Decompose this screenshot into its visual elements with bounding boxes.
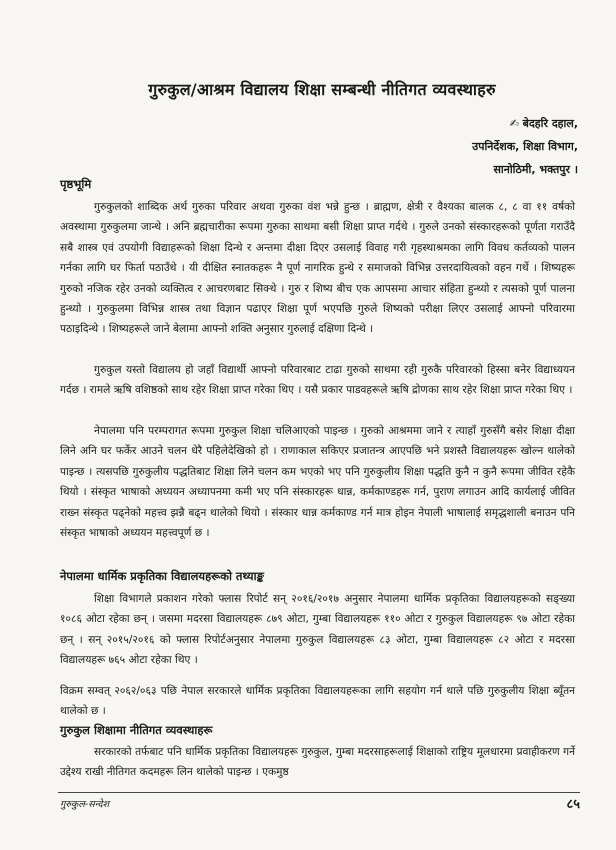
footer-divider — [58, 792, 580, 793]
author-position: उपनिर्देशक, शिक्षा विभाग, — [472, 140, 578, 153]
paragraph-5: विक्रम सम्वत् २०६२/०६३ पछि नेपाल सरकारले धार्मिक प्रकृतिका विद्यालयहरूका लागि सहयोग गर्न थाले पछि गुरुकुलीय शिक्षा ब्यूँतन थालेको छ । — [60, 685, 575, 718]
page-number: ८५ — [566, 797, 580, 812]
paragraph-4: शिक्षा विभागले प्रकाशन गरेको फ्लास रिपोर्ट सन् २०१६/२०१७ अनुसार नेपालमा धार्मिक प्रकृतिका विद्यालयहरूको सङ्ख्या १०८६ ओटा रहेका छन् । जसमा मदरसा विद्यालयहरू ८७९ ओटा, गुम्बा विद्यालयहरू ११० ओटा र गुरुकुल विद्यालयहरू ९७ ओटा रहेका छन् । सन् २०१५/२०१६ को फ्लास रिपोर्टअनुसार नेपालमा गुरुकुल विद्यालयहरू ८३ ओटा, गुम्बा विद्यालयहरू ८२ ओटा र मदरसा विद्यालयहरू ७६५ ओटा रहेका थिए । — [60, 593, 575, 667]
paragraph-2: गुरुकुल यस्तो विद्यालय हो जहाँ विद्यार्थी आफ्नो परिवारबाट टाढा गुरुको साथमा रही गुरुकै परिवारको हिस्सा बनेर विद्याध्ययन गर्दछ । रामले ऋषि वशिष्ठको साथ रहेर शिक्षा प्राप्त गरेका थिए । यसै प्रकार पाडवहरूले ऋषि द्रोणका साथ रहेर शिक्षा प्राप्त गरेका थिए । — [60, 364, 575, 397]
author-name: ✍ बेदहरि दहाल, — [509, 117, 578, 130]
paragraph-6: सरकारको तर्फबाट पनि धार्मिक प्रकृतिका विद्यालयहरू गुरुकुल, गुम्बा मदरसाहरूलाई शिक्षाको राष्ट्रिय मूलधारमा प्रवाहीकरण गर्ने उद्देश्य राखी नीतिगत कदमहरू लिन थालेको पाइन्छ । एकमुष्ठ — [60, 746, 575, 779]
paragraph-3: नेपालमा पनि परम्परागत रूपमा गुरुकुल शिक्षा चलिआएको पाइन्छ । गुरुको आश्रममा जाने र त्याहाँ गुरुसँगै बसेर शिक्षा दीक्षा लिने अनि घर फर्केर आउने चलन धेरै पहिलेदेखिको हो । राणाकाल सकिएर प्रजातन्त्र आएपछि भने प्रशस्तै विद्यालयहरू खोल्न थालेको पाइन्छ । त्यसपछि गुरुकुलीय पद्धतिबाट शिक्षा लिने चलन कम भएको भए पनि गुरुकुलीय शिक्षा पद्धति कुनै न कुनै रूपमा जीवित रहेकै थियो । संस्कृत भाषाको अध्ययन अध्यापनमा कमी भए पनि संस्कारहरू धान्न, कर्मकाण्डहरू गर्न, पुराण लगाउन आदि कार्यलाई जीवित राख्न संस्कृत पढ्नेको महत्त्व झन्नै बढ्न थालेको थियो । संस्कार धान्न कर्मकाण्ड गर्न मात्र होइन नेपाली भाषालाई समृद्धशाली बनाउन पनि संस्कृत भाषाको अध्ययन महत्त्वपूर्ण छ । — [60, 425, 575, 540]
author-block — [318, 112, 578, 181]
stats-heading: नेपालमा धार्मिक प्रकृतिका विद्यालयहरूको तथ्याङ्क — [60, 569, 264, 583]
author-address: सानोठिमी, भक्तपुर । — [493, 163, 578, 176]
policy-heading: गुरुकुल शिक्षामा नीतिगत व्यवस्थाहरू — [60, 723, 213, 737]
article-title: गुरुकुल/आश्रम विद्यालय शिक्षा सम्बन्धी नीतिगत व्यवस्थाहरु — [148, 80, 496, 99]
footer-publication: गुरुकुल-सन्देश — [60, 799, 110, 810]
background-heading: पृष्ठभूमि — [60, 177, 92, 191]
paragraph-1: गुरुकुलको शाब्दिक अर्थ गुरुका परिवार अथवा गुरुका वंश भन्ने हुन्छ । ब्राह्मण, क्षेत्री र वैश्यका बालक ८, ८ वा ११ वर्षको अवस्थामा गुरुकुलमा जान्थे । अनि ब्रह्मचारीका रूपमा गुरुका साथमा बसी शिक्षा प्राप्त गर्दथे । गुरुले उनको संस्कारहरूको पूर्णता गराउँदै सबै शास्त्र एवं उपयोगी विद्याहरूको शिक्षा दिन्थे र अन्तमा दीक्षा दिएर उसलाई विवाह गरी गृहस्थाश्रमका लागि विवध कर्तव्यको पालन गर्नका लागि घर फिर्ता पठाउँथे । यी दीक्षित स्नातकहरू नै पूर्ण नागरिक हुन्थे र समाजको विभिन्न उत्तरदायित्वको वहन गर्थे । शिष्यहरू गुरुको नजिक रहेर उनको व्यक्तित्व र आचरणबाट सिक्थे । गुरु र शिष्य बीच एक आपसमा आचार संहिता हुन्थ्यो र त्यसको पूर्ण पालना हुन्थ्यो । गुरुकुलमा विभिन्न शास्त्र तथा विज्ञान पढाएर शिक्षा पूर्ण भएपछि गुरुले शिष्यको परीक्षा लिएर उसलाई आफ्नो परिवारमा पठाइदिन्थे । शिष्यहरूले जाने बेलामा आफ्नो शक्ति अनुसार गुरुलाई दक्षिणा दिन्थे । — [60, 201, 575, 336]
